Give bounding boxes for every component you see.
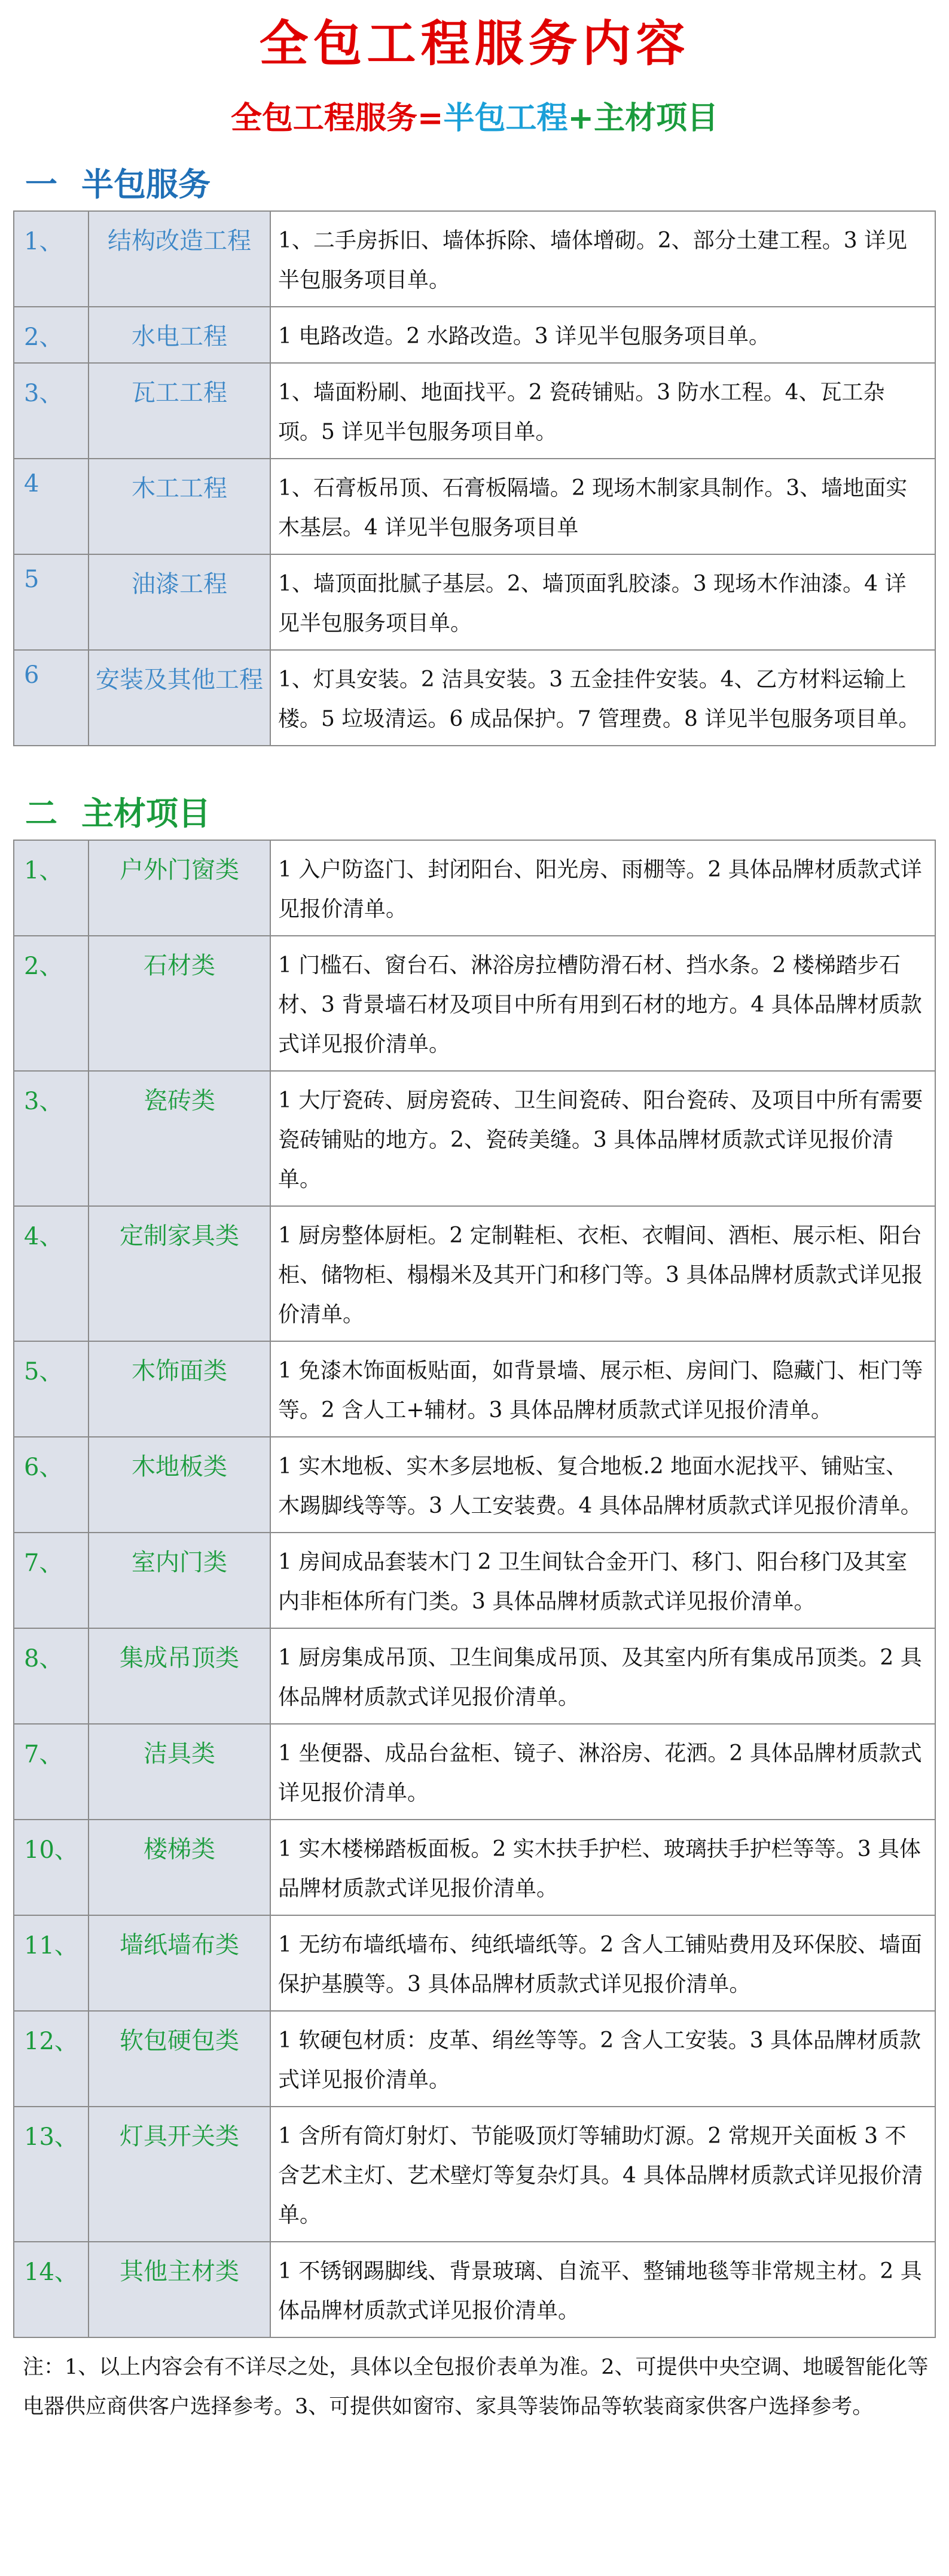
row-index: 6、 [14,1437,89,1533]
section-title: 半包服务 [81,166,210,203]
row-index: 11、 [14,1915,89,2011]
row-description: 1 门槛石、窗台石、淋浴房拉槽防滑石材、挡水条。2 楼梯踏步石材、3 背景墙石材及项目中所有用到石材的地方。4 具体品牌材质款式详见报价清单。 [270,936,935,1071]
row-index: 6 [14,650,89,746]
row-description: 1 实木楼梯踏板面板。2 实木扶手护栏、玻璃扶手护栏等等。3 具体品牌材质款式详见报价清单。 [270,1820,935,1915]
row-index: 2、 [14,307,89,363]
row-index: 4 [14,459,89,554]
row-description: 1 电路改造。2 水路改造。3 详见半包服务项目单。 [270,307,935,363]
subtitle-part-material: +主材项目 [567,100,719,136]
row-index: 12、 [14,2011,89,2107]
row-category: 木工工程 [89,459,270,554]
row-index: 2、 [14,936,89,1071]
row-category: 集成吊顶类 [89,1628,270,1724]
table-row [14,1628,935,1724]
row-index: 3、 [14,363,89,459]
table-row [14,307,935,363]
row-index: 1、 [14,840,89,936]
row-category: 定制家具类 [89,1206,270,1341]
row-category: 墙纸墙布类 [89,1915,270,2011]
page-subtitle [0,90,949,147]
table-row [14,1915,935,2011]
section-title: 主材项目 [81,795,210,832]
row-description: 1、墙面粉刷、地面找平。2 瓷砖铺贴。3 防水工程。4、瓦工杂项。5 详见半包服务项目单。 [270,363,935,459]
row-category: 楼梯类 [89,1820,270,1915]
row-category: 木饰面类 [89,1341,270,1437]
row-index: 14、 [14,2242,89,2337]
table-row [14,2107,935,2242]
table-row [14,554,935,650]
row-index: 1、 [14,211,89,307]
table-row [14,459,935,554]
row-category: 灯具开关类 [89,2107,270,2242]
table-row [14,1341,935,1437]
table-row [14,2242,935,2337]
row-index: 13、 [14,2107,89,2242]
row-description: 1 坐便器、成品台盆柜、镜子、淋浴房、花洒。2 具体品牌材质款式详见报价清单。 [270,1724,935,1820]
row-index: 5 [14,554,89,650]
row-description: 1 实木地板、实木多层地板、复合地板.2 地面水泥找平、铺贴宝、木踢脚线等等。3 人工安装费。4 具体品牌材质款式详见报价清单。 [270,1437,935,1533]
row-description: 1 房间成品套装木门 2 卫生间钛合金开门、移门、阳台移门及其室内非柜体所有门类。3 具体品牌材质款式详见报价清单。 [270,1533,935,1628]
half-service-table [13,210,936,746]
table-row [14,936,935,1071]
row-category: 其他主材类 [89,2242,270,2337]
table-row [14,1724,935,1820]
table-row [14,211,935,307]
section-number: 二 [25,795,57,832]
row-description: 1 无纺布墙纸墙布、纯纸墙纸等。2 含人工铺贴费用及环保胶、墙面保护基膜等。3 具体品牌材质款式详见报价清单。 [270,1915,935,2011]
section-heading-half-service [0,159,949,210]
row-description: 1 含所有筒灯射灯、节能吸顶灯等辅助灯源。2 常规开关面板 3 不含艺术主灯、艺术壁灯等复杂灯具。4 具体品牌材质款式详见报价清单。 [270,2107,935,2242]
row-index: 10、 [14,1820,89,1915]
row-category: 洁具类 [89,1724,270,1820]
table-row [14,1437,935,1533]
row-category: 安装及其他工程 [89,650,270,746]
row-index: 7、 [14,1724,89,1820]
row-category: 石材类 [89,936,270,1071]
row-category: 软包硬包类 [89,2011,270,2107]
row-description: 1 软硬包材质：皮革、绢丝等等。2 含人工安装。3 具体品牌材质款式详见报价清单。 [270,2011,935,2107]
row-category: 瓦工工程 [89,363,270,459]
row-description: 1 不锈钢踢脚线、背景玻璃、自流平、整铺地毯等非常规主材。2 具体品牌材质款式详见报价清单。 [270,2242,935,2337]
row-description: 1 厨房整体厨柜。2 定制鞋柜、衣柜、衣帽间、酒柜、展示柜、阳台柜、储物柜、榻榻米及其开门和移门等。3 具体品牌材质款式详见报价清单。 [270,1206,935,1341]
row-index: 8、 [14,1628,89,1724]
table-row [14,1071,935,1206]
row-description: 1、石膏板吊顶、石膏板隔墙。2 现场木制家具制作。3、墙地面实木基层。4 详见半包服务项目单 [270,459,935,554]
row-index: 5、 [14,1341,89,1437]
row-category: 户外门窗类 [89,840,270,936]
row-description: 1、灯具安装。2 洁具安装。3 五金挂件安装。4、乙方材料运输上楼。5 垃圾清运。6 成品保护。7 管理费。8 详见半包服务项目单。 [270,650,935,746]
table-row [14,650,935,746]
table-row [14,363,935,459]
row-description: 1 免漆木饰面板贴面，如背景墙、展示柜、房间门、隐藏门、柜门等等。2 含人工+辅材。3 具体品牌材质款式详见报价清单。 [270,1341,935,1437]
row-category: 瓷砖类 [89,1071,270,1206]
row-description: 1 大厅瓷砖、厨房瓷砖、卫生间瓷砖、阳台瓷砖、及项目中所有需要瓷砖铺贴的地方。2、瓷砖美缝。3 具体品牌材质款式详见报价清单。 [270,1071,935,1206]
table-row [14,1533,935,1628]
row-index: 4、 [14,1206,89,1341]
row-description: 1、墙顶面批腻子基层。2、墙顶面乳胶漆。3 现场木作油漆。4 详见半包服务项目单。 [270,554,935,650]
row-description: 1 厨房集成吊顶、卫生间集成吊顶、及其室内所有集成吊顶类。2 具体品牌材质款式详见报价清单。 [270,1628,935,1724]
subtitle-part-full: 全包工程服务= [230,100,444,136]
page-title: 全包工程服务内容 [259,16,690,72]
table-row [14,1820,935,1915]
row-description: 1、二手房拆旧、墙体拆除、墙体增砌。2、部分土建工程。3 详见半包服务项目单。 [270,211,935,307]
row-index: 3、 [14,1071,89,1206]
section-heading-main-materials [0,788,949,840]
table-row [14,2011,935,2107]
subtitle-part-half: 半包工程 [443,100,568,136]
row-category: 结构改造工程 [89,211,270,307]
row-category: 油漆工程 [89,554,270,650]
row-category: 室内门类 [89,1533,270,1628]
row-category: 木地板类 [89,1437,270,1533]
row-description: 1 入户防盗门、封闭阳台、阳光房、雨棚等。2 具体品牌材质款式详见报价清单。 [270,840,935,936]
table-row [14,840,935,936]
row-index: 7、 [14,1533,89,1628]
row-category: 水电工程 [89,307,270,363]
table-row [14,1206,935,1341]
section-number: 一 [25,166,57,203]
footnote: 注：1、以上内容会有不详尽之处，具体以全包报价表单为准。2、可提供中央空调、地暖智能化等电器供应商供客户选择参考。3、可提供如窗帘、家具等装饰品等软装商家供客户选择参考。 [23,2355,929,2419]
main-materials-table [13,840,936,2338]
